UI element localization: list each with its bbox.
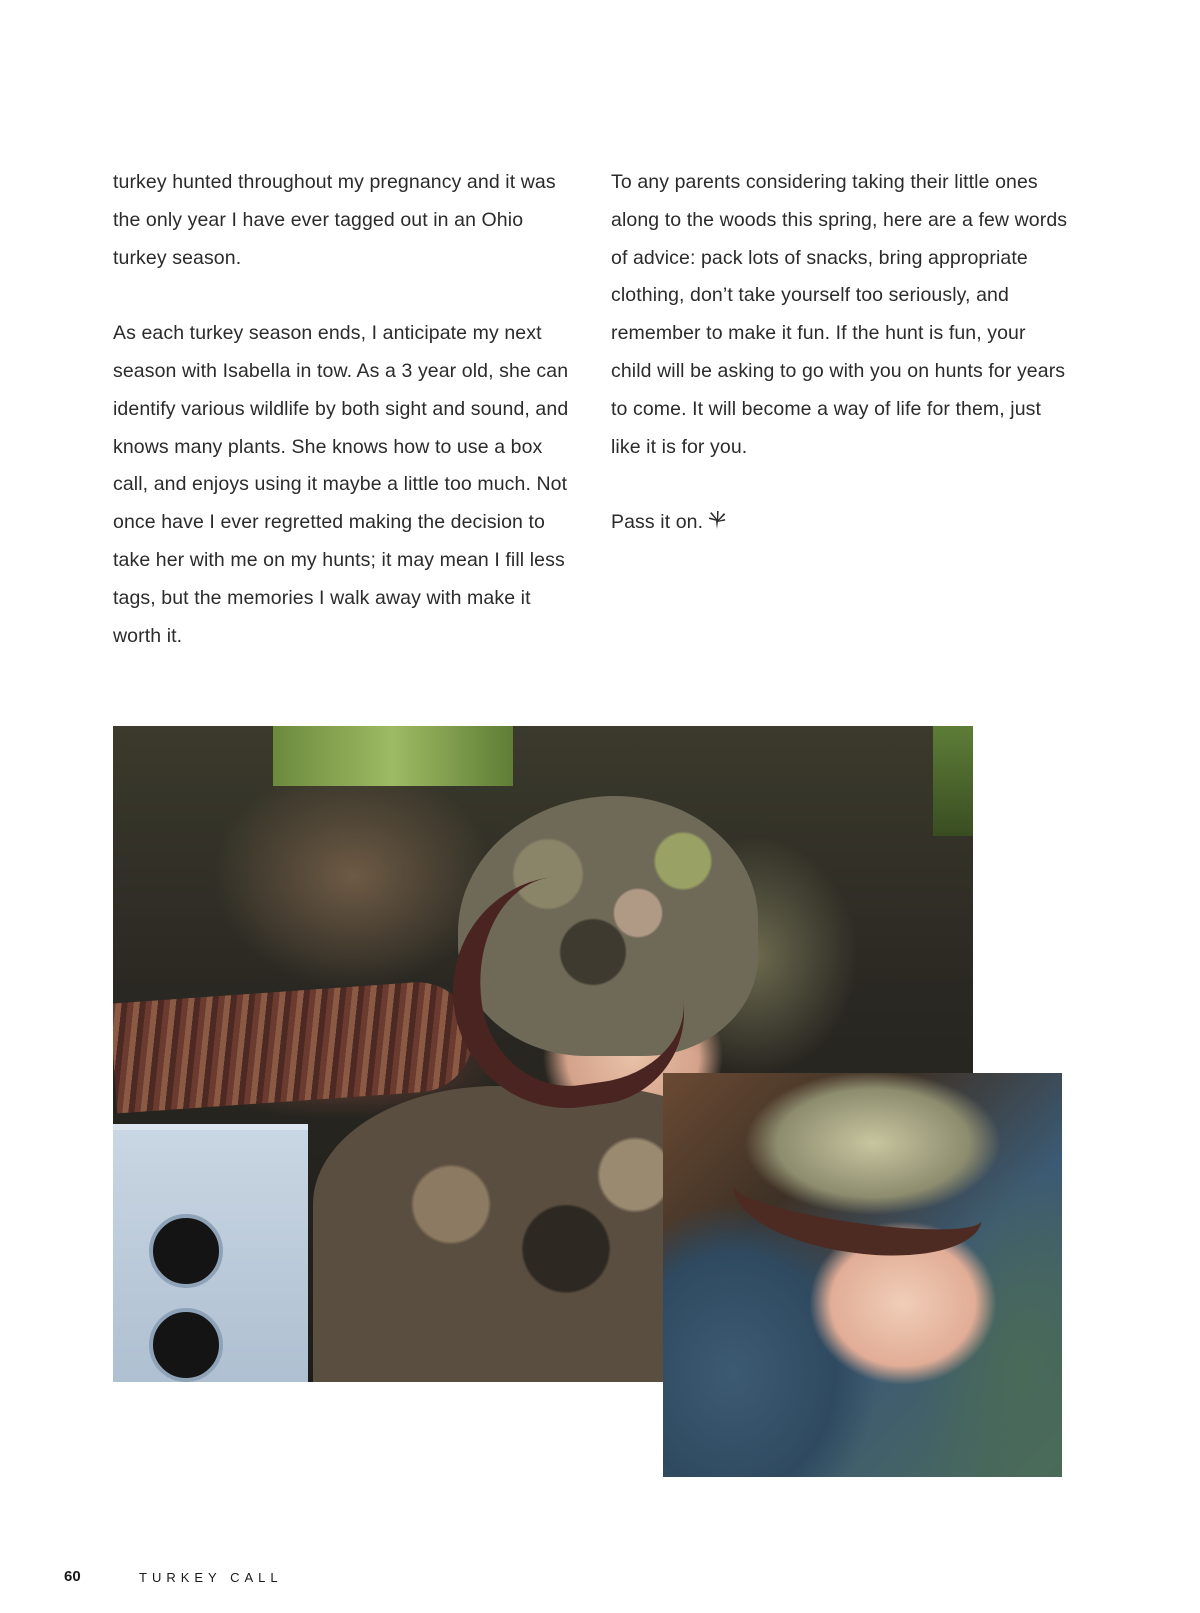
body-paragraph: As each turkey season ends, I anticipate my next season with Isabella in tow. As a 3 year old, she can identify various wildlife by both sight and sound, and knows many plants. She knows how to use a box call, and enjoys using it maybe a little too much. Not once have I ever regretted making the decision to take her with me on my hunts; it may mean I fill less tags, but the memories I walk away with make it worth it.: [113, 322, 569, 647]
closing-text: Pass it on.: [611, 511, 704, 534]
page-number: 60: [64, 1568, 81, 1585]
left-column: [113, 164, 573, 693]
turkey-track-icon: [707, 510, 727, 530]
car-window: [273, 726, 513, 786]
crate-hole: [149, 1308, 223, 1382]
crate-hole: [149, 1214, 223, 1288]
body-paragraph: turkey hunted throughout my pregnancy and it was the only year I have ever tagged out in an Ohio turkey season.: [113, 171, 556, 269]
turkey-wing: [113, 979, 476, 1114]
magazine-name: TURKEY CALL: [139, 1570, 283, 1585]
right-column: [611, 164, 1071, 580]
body-paragraph: To any parents considering taking their little ones along to the woods this spring, here are a few words of advice: pack lots of snacks, bring appropriate clothing, don’t take yourself too seriously, and remember to make it fun. If the hunt is fun, your child will be asking to go with you on hunts for years to come. It will become a way of life for them, just like it is for you.: [611, 171, 1068, 458]
hat-band: [727, 1136, 988, 1270]
storage-crate: [113, 1124, 308, 1382]
car-window: [933, 726, 973, 836]
closing-paragraph: [611, 504, 1071, 542]
sleeping-baby-photo: [663, 1073, 1062, 1477]
